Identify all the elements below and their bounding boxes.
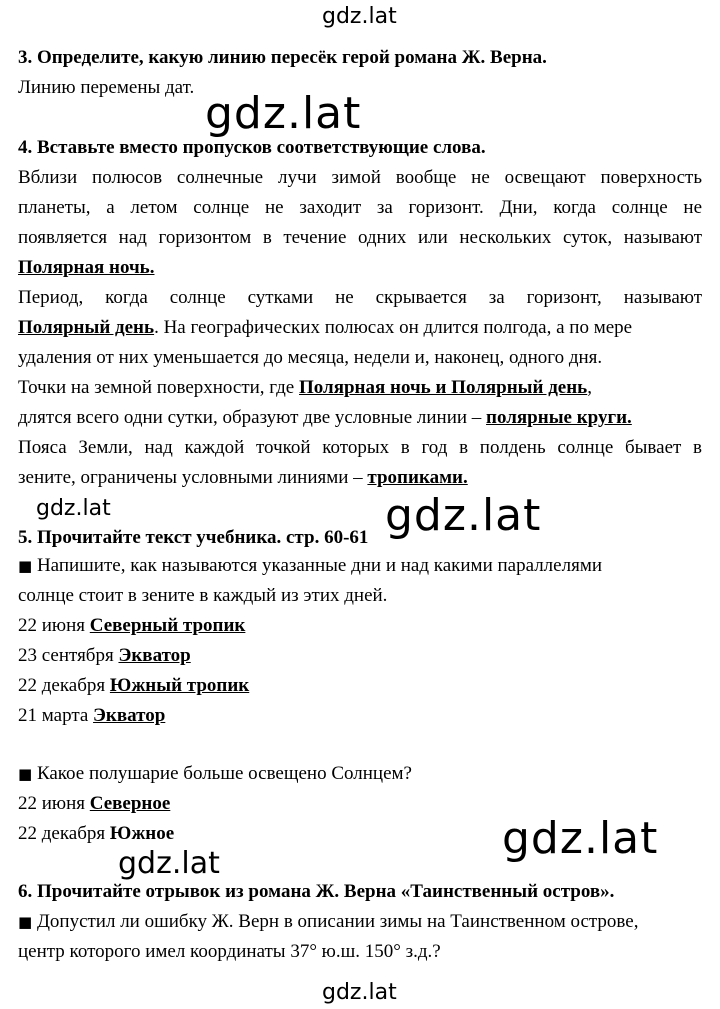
q5-day-2 [18, 644, 702, 668]
q4-line-6 [18, 316, 702, 340]
watermark-medium-5: gdz.lat [118, 846, 220, 881]
text: Допустил ли ошибку Ж. Верн в описании зимы на Таинственном острове, [36, 911, 639, 932]
date: 22 июня [18, 615, 86, 636]
answer-text: Южный тропик [109, 675, 250, 696]
q4-line-2: планеты, а летом солнце не заходит за горизонт. Дни, когда солнце не [18, 197, 702, 218]
q4-line-3: появляется над горизонтом в течение одних или нескольких суток, называют [18, 227, 702, 248]
date: 22 декабря [18, 823, 106, 844]
answer-text: Полярная ночь и Полярный день [299, 377, 588, 398]
q5-hemisphere-1 [18, 792, 702, 816]
answer-text: Северный тропик [89, 615, 246, 636]
q6-line-1 [18, 910, 702, 934]
q4-line-8 [18, 376, 702, 400]
watermark-large-3: gdz.lat [385, 490, 542, 541]
answer-text: Северное [89, 793, 171, 814]
text: длятся всего одни сутки, образуют две условные линии – [18, 407, 487, 428]
q6-title: 6. Прочитайте отрывок из романа Ж. Верна «Таинственный остров». [18, 881, 615, 902]
bullet-icon: ■ [18, 913, 33, 931]
q4-answer-polar-night [18, 256, 702, 280]
watermark-small-2: gdz.lat [36, 496, 111, 521]
q4-line-7: удаления от них уменьшается до месяца, недели и, наконец, одного дня. [18, 347, 603, 368]
watermark-large-4: gdz.lat [502, 813, 659, 864]
bullet-icon: ■ [18, 557, 33, 575]
q4-line-5: Период, когда солнце сутками не скрывается за горизонт, называют [18, 287, 702, 308]
q4-line-1: Вблизи полюсов солнечные лучи зимой вообще не освещают поверхность [18, 167, 702, 188]
q4-line-9 [18, 406, 702, 430]
q3-title: 3. Определите, какую линию пересёк герой романа Ж. Верна. [18, 47, 547, 68]
date: 22 июня [18, 793, 86, 814]
q4-title: 4. Вставьте вместо пропусков соответствующие слова. [18, 137, 486, 158]
q5-day-4 [18, 704, 702, 728]
answer-text: тропиками. [367, 467, 468, 488]
q5-day-3 [18, 674, 702, 698]
text: , [587, 377, 592, 398]
watermark-large-1: gdz.lat [205, 88, 362, 139]
watermark-bottom: gdz.lat [322, 980, 397, 1005]
q5-day-1 [18, 614, 702, 638]
text: . На географических полюсах он длится полгода, а по мере [154, 317, 633, 338]
q5-title: 5. Прочитайте текст учебника. стр. 60-61 [18, 527, 369, 548]
q4-line-11 [18, 466, 702, 490]
answer-text: Полярный день [18, 317, 155, 338]
date: 21 марта [18, 705, 89, 726]
date: 22 декабря [18, 675, 106, 696]
q4-line-10: Пояса Земли, над каждой точкой которых в год в полдень солнце бывает в [18, 437, 702, 458]
q5-line-2: солнце стоит в зените в каждый из этих дней. [18, 585, 388, 606]
q3-answer: Линию перемены дат. [18, 77, 195, 98]
answer-text: Экватор [93, 705, 166, 726]
text: Напишите, как называются указанные дни и над какими параллелями [36, 555, 603, 576]
answer-text: полярные круги. [486, 407, 632, 428]
text: Точки на земной поверхности, где [18, 377, 299, 398]
q5-line-1 [18, 554, 702, 578]
bullet-icon: ■ [18, 765, 33, 783]
q5-question-2 [18, 762, 702, 786]
answer-text: Экватор [118, 645, 191, 666]
answer-text: Полярная ночь. [18, 257, 155, 278]
q5-hemisphere-2 [18, 822, 702, 846]
text: зените, ограничены условными линиями – [18, 467, 368, 488]
watermark-top: gdz.lat [322, 4, 397, 29]
q6-line-2: центр которого имел координаты 37° ю.ш. 150° з.д.? [18, 941, 441, 962]
date: 23 сентября [18, 645, 114, 666]
text: Какое полушарие больше освещено Солнцем? [36, 763, 412, 784]
answer-text: Южное [109, 823, 175, 844]
